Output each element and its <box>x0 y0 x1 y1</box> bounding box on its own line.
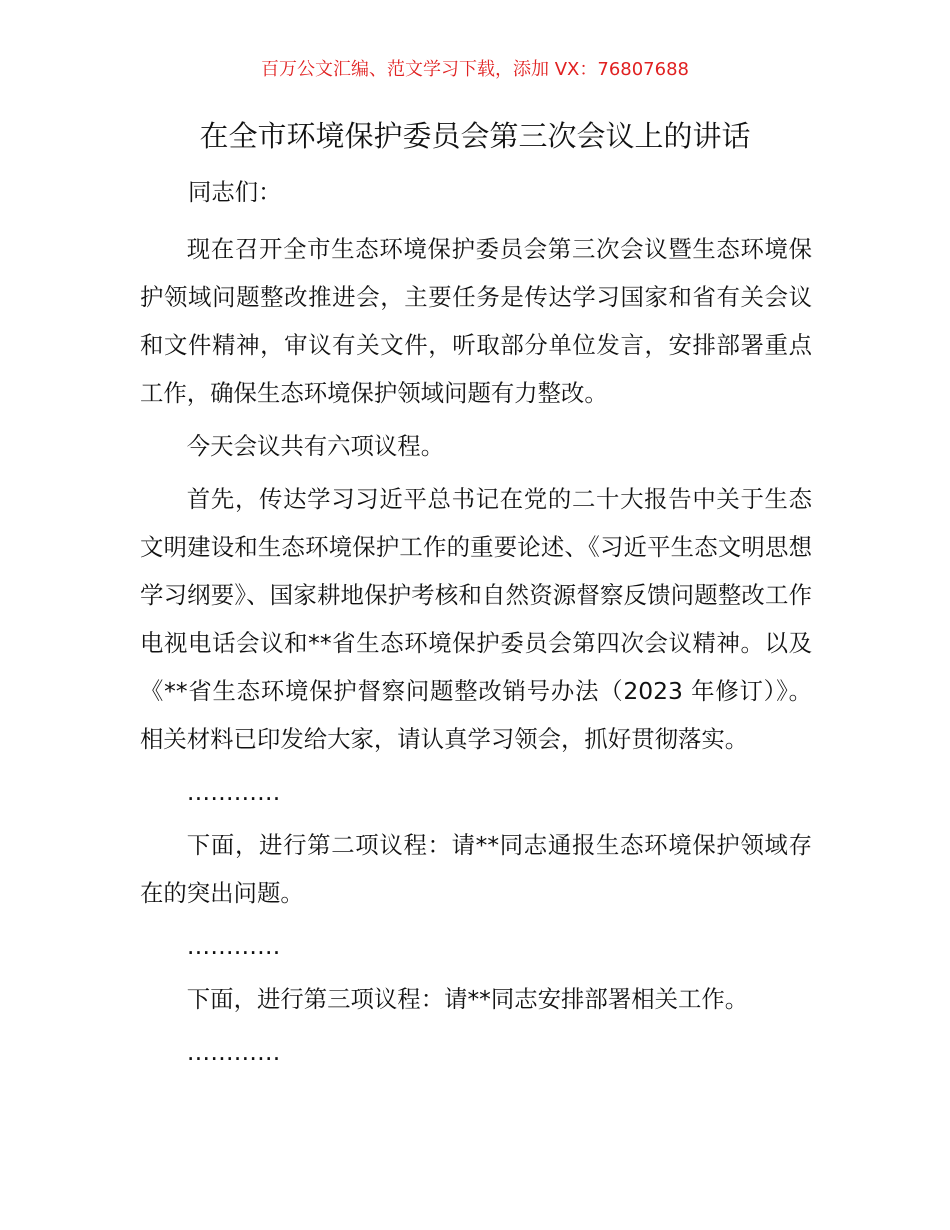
paragraph-first-item: 首先，传达学习习近平总书记在党的二十大报告中关于生态文明建设和生态环境保护工作的重要论述、《习近平生态文明思想学习纲要》、国家耕地保护考核和自然资源督察反馈问题整改工作电视电话会议和**省生态环境保护委员会第四次会议精神。以及《**省生态环境保护督察问题整改销号办法（2023 年修订）》。相关材料已印发给大家，请认真学习领会，抓好贯彻落实。 <box>140 485 812 753</box>
paragraph-second-item: 下面，进行第二项议程：请**同志通报生态环境保护领域存在的突出问题。 <box>140 831 812 907</box>
paragraph-ellipsis: ………… <box>186 932 281 960</box>
document-title: 在全市环境保护委员会第三次会议上的讲话 <box>199 119 751 153</box>
watermark-banner: 百万公文汇编、范文学习下载，添加 VX：76807688 <box>261 59 689 80</box>
paragraph-opening: 现在召开全市生态环境保护委员会第三次会议暨生态环境保护领域问题整改推进会，主要任务是传达学习国家和省有关会议和文件精神，审议有关文件，听取部分单位发言，安排部署重点工作，确保生态环境保护领域问题有力整改。 <box>140 235 812 407</box>
paragraph-third-item: 下面，进行第三项议程：请**同志安排部署相关工作。 <box>186 985 749 1013</box>
paragraph-ellipsis: ………… <box>186 1038 281 1066</box>
document-body <box>140 225 812 1076</box>
paragraph-ellipsis: ………… <box>186 778 281 806</box>
paragraph-agenda-count: 今天会议共有六项议程。 <box>186 432 445 460</box>
salutation: 同志们： <box>188 178 282 206</box>
